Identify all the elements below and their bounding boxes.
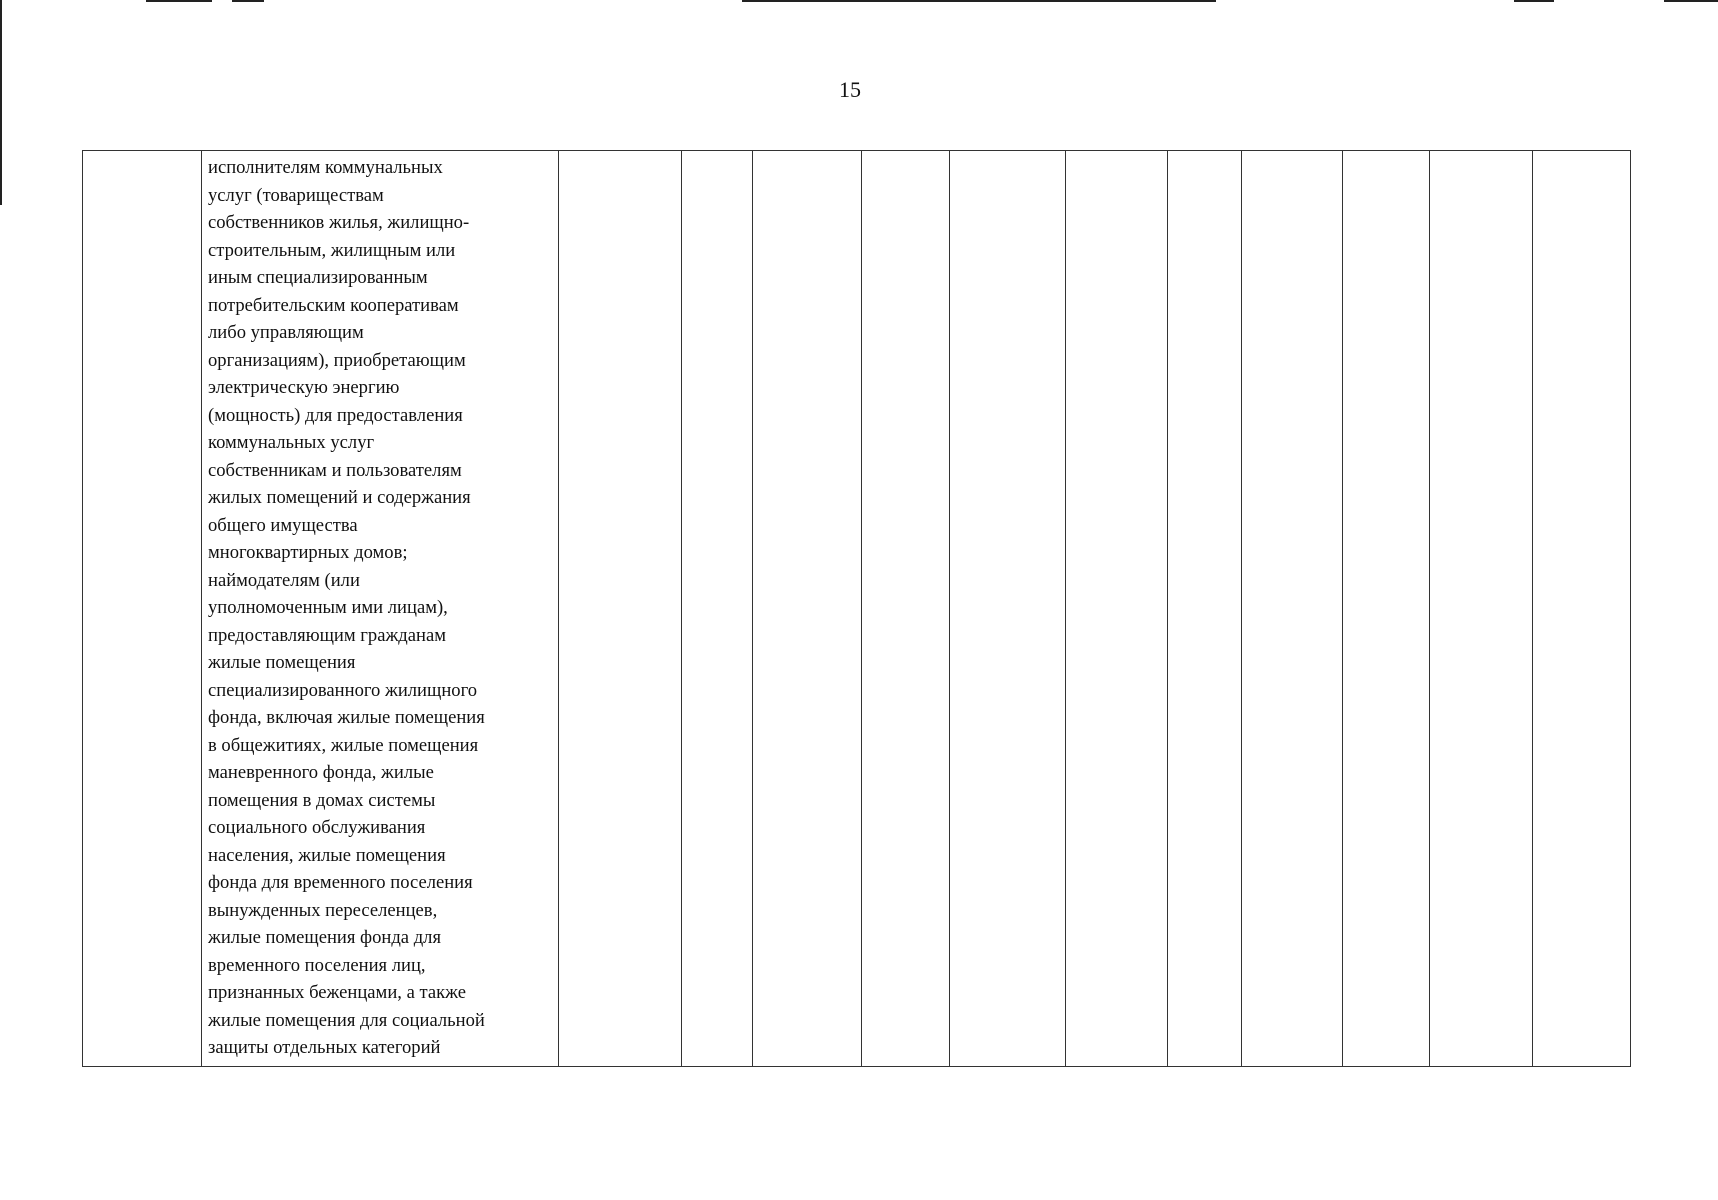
scan-edge-mark-top-5: [1664, 0, 1718, 2]
description-line: жилые помещения: [208, 652, 356, 673]
description-line: социального обслуживания: [208, 817, 426, 838]
table-row: [83, 151, 1631, 1067]
description-line: фонда, включая жилые помещения: [208, 707, 485, 728]
description-line: жилые помещения для социальной: [208, 1009, 485, 1031]
description-line: строительным, жилищным или: [208, 239, 456, 261]
description-line: помещения в домах системы: [208, 789, 436, 811]
description-line: электрическую энергию: [208, 377, 400, 398]
scan-edge-mark-top-1: [146, 0, 212, 2]
description-line: наймодателям (или: [208, 569, 360, 591]
description-line: в общежитиях, жилые помещения: [208, 734, 479, 756]
table-cell-description: [202, 151, 559, 1067]
description-line: (мощность) для предоставления: [208, 404, 463, 426]
table-cell-empty: [753, 151, 862, 1067]
description-line: потребительским кооперативам: [208, 294, 459, 316]
description-line: вынужденных переселенцев,: [208, 899, 438, 921]
description-line: общего имущества: [208, 514, 358, 536]
description-line: услуг (товариществам: [208, 184, 384, 206]
description-line: фонда для временного поселения: [208, 872, 473, 893]
description-line: исполнителям коммунальных: [208, 157, 443, 178]
description-line: собственникам и пользователям: [208, 459, 462, 481]
description-line: защиты отдельных категорий: [208, 1037, 441, 1058]
scan-edge-mark-left: [0, 0, 2, 205]
table-cell-empty: [559, 151, 682, 1067]
scan-edge-mark-top-4: [1514, 0, 1554, 2]
table-cell-empty: [1168, 151, 1242, 1067]
description-line: либо управляющим: [208, 322, 364, 343]
description-line: специализированного жилищного: [208, 679, 478, 701]
table-cell-empty: [950, 151, 1066, 1067]
description-line: коммунальных услуг: [208, 432, 375, 453]
description-line: многоквартирных домов;: [208, 542, 408, 563]
table-cell-empty: [1066, 151, 1168, 1067]
description-line: иным специализированным: [208, 267, 428, 288]
description-line: жилых помещений и содержания: [208, 487, 471, 508]
description-line: уполномоченным ими лицам),: [208, 597, 448, 618]
description-line: предоставляющим гражданам: [208, 624, 446, 646]
table-cell-empty: [1533, 151, 1631, 1067]
description-line: организациям), приобретающим: [208, 349, 466, 371]
description-line: маневренного фонда, жилые: [208, 762, 434, 783]
table-cell-empty: [682, 151, 753, 1067]
table-cell-empty: [1430, 151, 1533, 1067]
scan-edge-mark-top-2: [232, 0, 264, 2]
description-line: временного поселения лиц,: [208, 954, 426, 976]
table-cell-empty: [1242, 151, 1343, 1067]
description-line: жилые помещения фонда для: [208, 927, 442, 948]
page-number: 15: [839, 77, 861, 102]
table-cell-number: [83, 151, 202, 1067]
description-line: собственников жилья, жилищно-: [208, 212, 470, 233]
table-cell-empty: [862, 151, 950, 1067]
description-text: [202, 151, 558, 1062]
document-table: [82, 150, 1631, 1067]
table-cell-empty: [1343, 151, 1430, 1067]
description-line: населения, жилые помещения: [208, 844, 446, 866]
description-line: признанных беженцами, а также: [208, 982, 466, 1003]
scan-edge-mark-top-3: [742, 0, 1216, 2]
